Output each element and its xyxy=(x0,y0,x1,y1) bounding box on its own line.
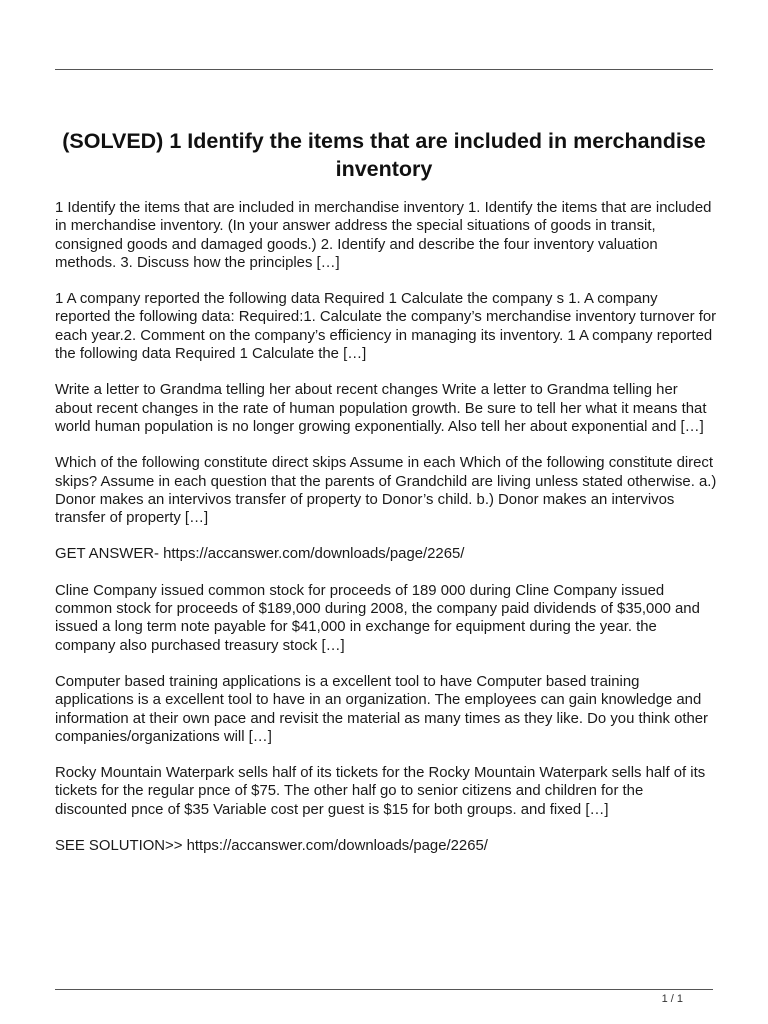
paragraph-direct-skips: Which of the following constitute direct skips Assume in each Which of the following constitute direct skips? Assume in each question that the parents of Grandchild are living unless stated otherwise. a.) Donor makes an intervivos transfer of property to Donor’s child. b.) Donor makes an intervivos transfer of property […] xyxy=(55,455,717,527)
header-divider xyxy=(55,69,713,70)
get-answer-link[interactable]: GET ANSWER- https://accanswer.com/downloads/page/2265/ xyxy=(55,546,465,563)
paragraph-computer-training: Computer based training applications is a excellent tool to have Computer based training applications is a excellent tool to have in an organization. The employees can gain knowledge and information at their own pace and revisit the material as many times as they like. Do you think other companies/organizations will […] xyxy=(55,673,709,745)
see-solution-link[interactable]: SEE SOLUTION>> https://accanswer.com/downloads/page/2265/ xyxy=(55,838,488,855)
paragraph-grandma-letter: Write a letter to Grandma telling her about recent changes Write a letter to Grandma telling her about recent changes in the rate of human population growth. Be sure to tell her what it means that world human population is no longer growing exponentially. Also tell her about exponential and […] xyxy=(55,382,707,435)
page-title: (SOLVED) 1 Identify the items that are included in merchandise inventory xyxy=(62,129,706,181)
paragraph-company-data: 1 A company reported the following data Required 1 Calculate the company s 1. A company reported the following data: Required:1. Calculate the company’s merchandise inventory turnover for each year.2. Comment on the company’s efficiency in managing its inventory. 1 A company reported the following data Required 1 Calculate the […] xyxy=(55,291,717,363)
paragraph-inventory-items: 1 Identify the items that are included in merchandise inventory 1. Identify the items that are included in merchandise inventory. (In your answer address the special situations of goods in transit, consigned goods and damaged goods.) 2. Identify and describe the four inventory valuation methods. 3. Discuss how the principles […] xyxy=(55,200,712,271)
paragraph-rocky-mountain: Rocky Mountain Waterpark sells half of its tickets for the Rocky Mountain Waterpark sells half of its tickets for the regular pnce of $75. The other half go to senior citizens and children for the discounted pnce of $35 Variable cost per guest is $15 for both groups. and fixed […] xyxy=(55,765,706,818)
page-number: 1 / 1 xyxy=(661,993,683,1005)
paragraph-cline-company: Cline Company issued common stock for proceeds of 189 000 during Cline Company issued common stock for proceeds of $189,000 during 2008, the company paid dividends of $35,000 and issued a long term note payable for $41,000 in exchange for equipment during the year. the company also purchased treasury stock […] xyxy=(55,582,700,654)
document-body xyxy=(55,199,717,873)
footer-divider xyxy=(55,989,713,990)
